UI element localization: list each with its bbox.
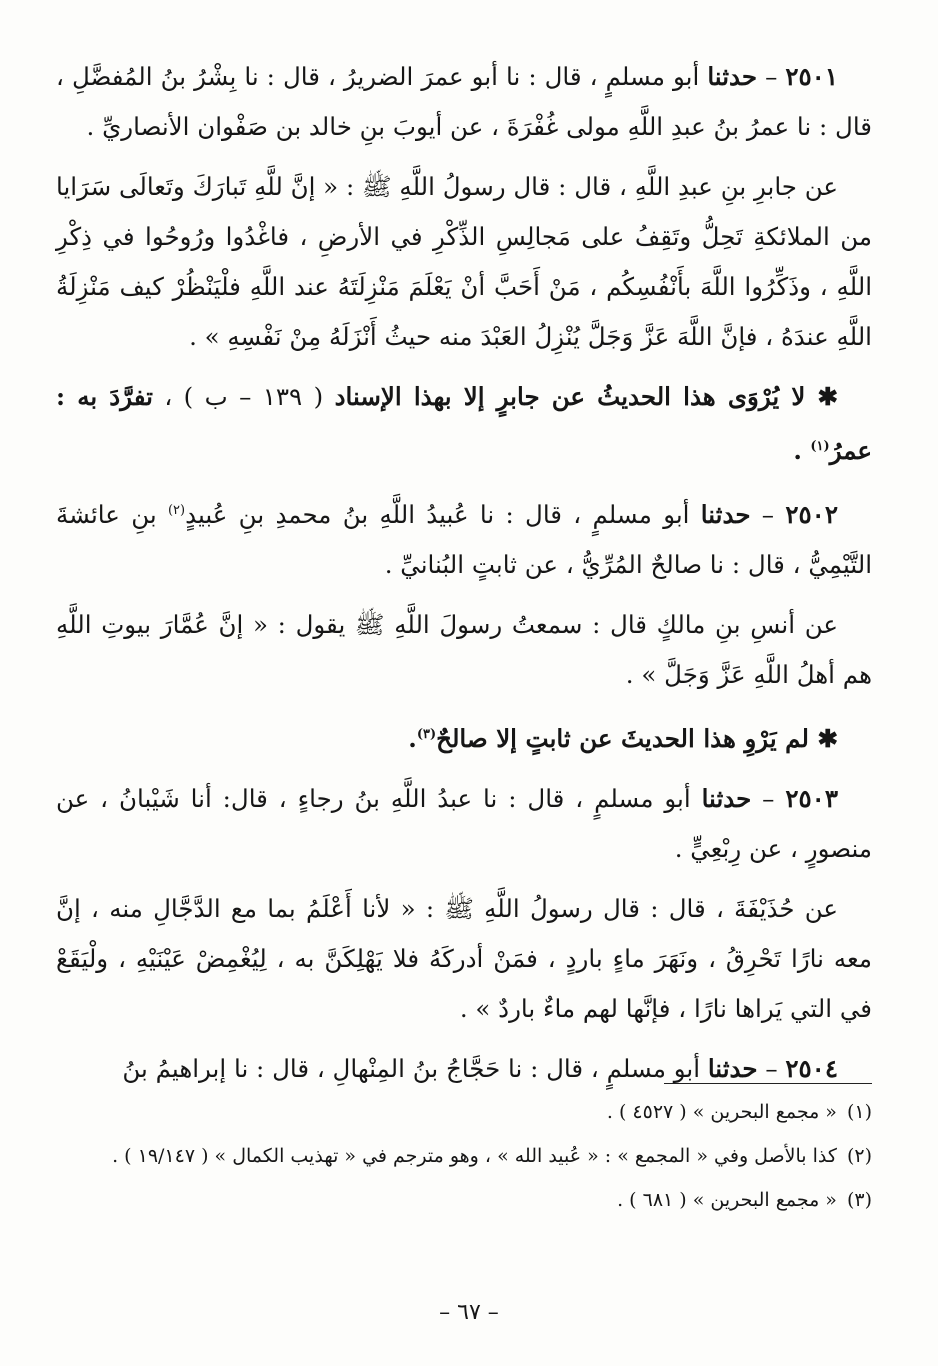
dash: – <box>757 62 786 91</box>
footnotes <box>56 1093 872 1225</box>
dash: – <box>751 784 786 814</box>
hadith-number: ٢٥٠٢ <box>785 500 838 530</box>
comment-text-2: تفرَّدَ به : عمرُ <box>56 382 872 466</box>
hadith-2504-isnad <box>56 1044 872 1094</box>
dash: – <box>750 500 786 530</box>
hadith-2502-comment <box>56 710 872 764</box>
footnote-number: (٢) <box>846 1145 872 1167</box>
footnote-2 <box>56 1137 872 1175</box>
isnad-text: أبو مسلمٍ ، قال : نا عبدُ اللَّهِ بنُ رجاءٍ ، قال: أنا شَيْبانُ ، عن منصورٍ ، عن رِبْعِيٍّ . <box>56 784 872 864</box>
footnote-3 <box>56 1181 872 1219</box>
footnote-ref: (١) <box>810 439 830 454</box>
hadith-lead-word: حدثنا <box>700 500 751 530</box>
hadith-2502-isnad <box>56 486 872 590</box>
hadith-lead-word: حدثنا <box>701 784 752 814</box>
hadith-number: ٢٥٠١ <box>785 62 838 91</box>
isnad-text: أبو مسلمٍ ، قال : نا حَجَّاجُ بنُ المِنْهالِ ، قال : نا إبراهيمُ بنُ <box>122 1054 708 1084</box>
footnote-ref: (٣) <box>416 727 437 743</box>
comment-text: ✱ لا يُرْوَى هذا الحديثُ عن جابرٍ إلا بهذا الإسناد <box>334 382 838 411</box>
isnad-text-2: بنِ عائشةَ التَّيْمِيُّ ، قال : نا صالحٌ المُرِّيُّ ، عن ثابتٍ البُنانيِّ . <box>56 500 872 580</box>
hadith-2501-isnad <box>56 52 872 152</box>
footnote-separator <box>664 1083 872 1084</box>
hadith-2501-matn: عن جابرِ بنِ عبدِ اللَّهِ ، قال : قال رسولُ اللَّهِ ﷺ : « إنَّ للَّهِ تَبارَكَ وتَعالَى سَرَايا من الملائكةِ تَحِلُّ وتَقِفُ على مَجالِسِ الذِّكْرِ في الأرضِ ، فاغْدُوا ورُوحُوا في ذِكْرِ اللَّهِ ، وذَكِّرُوا اللَّهَ بأَنْفُسِكُم ، مَنْ أَحَبَّ أنْ يَعْلَمَ مَنْزِلَتَهُ عند اللَّهِ فلْيَنْظُرْ كيف مَنْزِلَةُ اللَّهِ عندَهُ ، فإنَّ اللَّهَ عَزَّ وَجَلَّ يُنْزِلُ العَبْدَ منه حيثُ أَنْزَلَهُ مِنْ نَفْسِهِ » . <box>56 172 872 351</box>
hadith-lead-word: حدثنا <box>707 1054 758 1084</box>
hadith-2503-isnad <box>56 774 872 874</box>
comment-end: . <box>408 724 417 754</box>
dash: – <box>757 1054 786 1084</box>
footnote-text: « مجمع البحرين » ( ٦٨١ ) . <box>617 1189 837 1211</box>
footnote-ref: (٢) <box>167 503 186 519</box>
footnote-1 <box>56 1093 872 1131</box>
footnote-text: كذا بالأصل وفي « المجمع » : « عُبيد الله » ، وهو مترجم في « تهذيب الكمال » ( ١٩/١٤٧ ) . <box>112 1145 837 1167</box>
footnote-text: « مجمع البحرين » ( ٤٥٢٧ ) . <box>606 1101 837 1123</box>
comment-text: ✱ لم يَرْوِ هذا الحديثَ عن ثابتٍ إلا صالحٌ <box>436 724 838 754</box>
hadith-lead-word: حدثنا <box>707 62 758 91</box>
isnad-text: أبو مسلمٍ ، قال : نا عُبيدُ اللَّهِ بنُ محمدِ بنِ عُبيدٍ <box>185 500 701 530</box>
hadith-number: ٢٥٠٤ <box>785 1054 838 1084</box>
footnote-number: (١) <box>846 1101 872 1123</box>
isnad-text: أبو مسلمٍ ، قال : نا أبو عمرَ الضريرُ ، قال : نا بِشْرُ بنُ المُفضَّلِ ، قال : نا عمرُ بنُ عبدِ اللَّهِ مولى غُفْرَةَ ، عن أيوبَ بنِ خالد بن صَفْوان الأنصاريِّ . <box>56 62 872 141</box>
hadith-2502-matn: عن أنسِ بنِ مالكٍ قال : سمعتُ رسولَ اللَّهِ ﷺ يقول : « إنَّ عُمَّارَ بيوتِ اللَّهِ هم أهلُ اللَّهِ عَزَّ وَجَلَّ » . <box>56 610 872 690</box>
hadith-2501-comment <box>56 372 872 476</box>
hadith-2503-matn: عن حُذَيْفَةَ ، قال : قال رسولُ اللَّهِ ﷺ : « لأنا أَعْلَمُ بما مع الدَّجَّالِ منه ، إنَّ معه نارًا تَحْرِقُ ، ونَهَرَ ماءٍ باردٍ ، فمَنْ أدركَهُ فلا يَهْلِكَنَّ به ، لِيُغْمِضْ عَيْنَيْهِ ، ولْيَقَعْ في التي يَراها نارًا ، فإنَّها لهم ماءٌ باردٌ » . <box>56 894 872 1024</box>
hadith-number: ٢٥٠٣ <box>785 784 838 814</box>
comment-end: . <box>793 436 811 466</box>
footnote-number: (٣) <box>846 1189 872 1211</box>
page-number: – ٦٧ – <box>439 1300 499 1325</box>
comment-folio: ( ١٣٩ – ب ) ، <box>152 382 335 411</box>
